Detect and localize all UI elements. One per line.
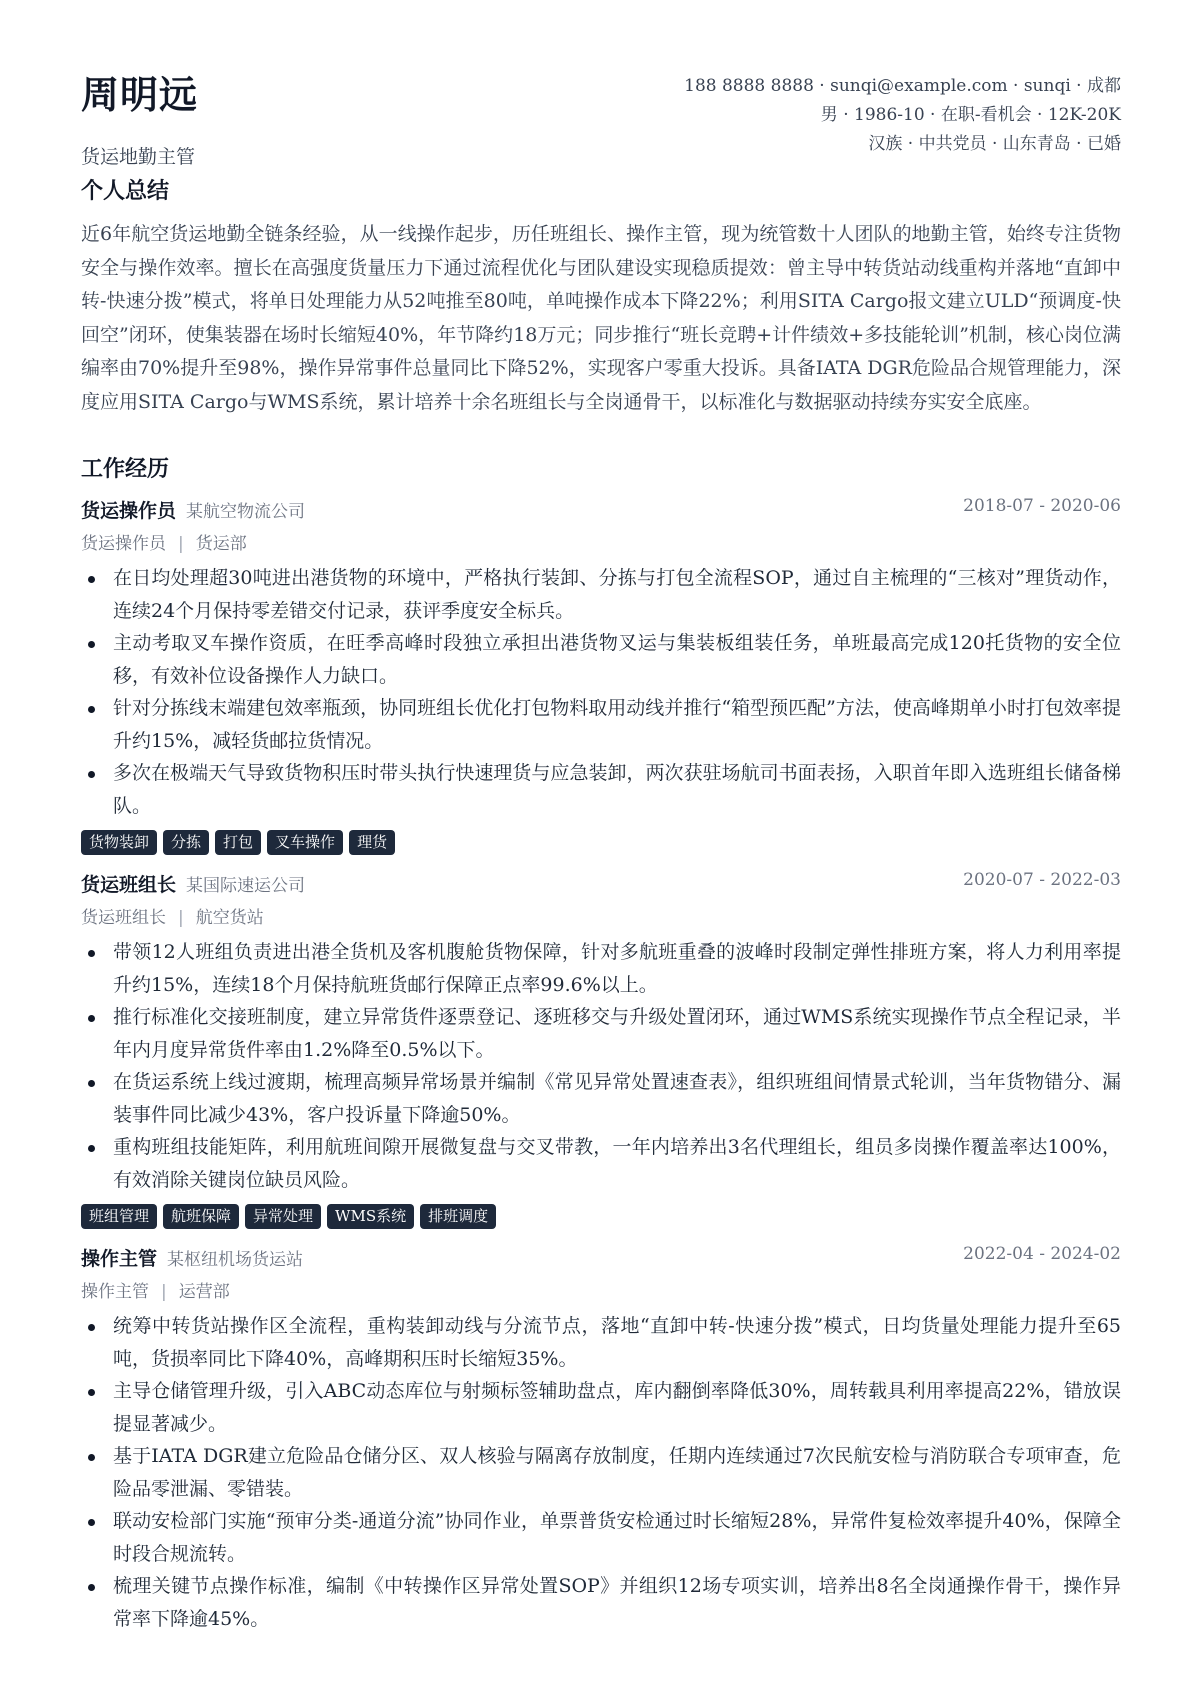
skill-tag: 货物装卸 — [81, 830, 157, 855]
skill-tag: 分拣 — [163, 830, 209, 855]
job-company: 某国际速运公司 — [186, 876, 306, 896]
job-role: 货运班组长 — [81, 874, 177, 896]
job-role: 操作主管 — [81, 1248, 158, 1270]
skill-tag: 叉车操作 — [267, 830, 343, 855]
skill-tag: 航班保障 — [163, 1204, 239, 1229]
skill-tag: 打包 — [215, 830, 261, 855]
resume-header — [81, 72, 1121, 176]
contact-line: 188 8888 8888 · sunqi@example.com · sunqi · 成都 — [684, 76, 1121, 96]
skill-tags — [81, 830, 1121, 858]
job-entry — [81, 870, 1121, 1232]
bullet-item: 带领12人班组负责进出港全货机及客机腹舱货物保障，针对多航班重叠的波峰时段制定弹性排班方案，将人力利用率提升约15%，连续18个月保持航班货邮行保障正点率99.6%以上。 — [81, 936, 1121, 1001]
job-subline — [81, 1278, 1121, 1306]
job-entry — [81, 1244, 1121, 1635]
job-department: 航空货站 — [195, 908, 264, 928]
skill-tags — [81, 1204, 1121, 1232]
bullet-item: 梳理关键节点操作标准，编制《中转操作区异常处置SOP》并组织12场专项实训，培养出8名全岗通操作骨干，操作异常率下降逾45%。 — [81, 1570, 1121, 1635]
candidate-name: 周明远 — [81, 72, 199, 117]
bullet-item: 在货运系统上线过渡期，梳理高频异常场景并编制《常见异常处置速查表》，组织班组间情景式轮训，当年货物错分、漏装事件同比减少43%，客户投诉量下降逾50%。 — [81, 1066, 1121, 1131]
bullet-item: 推行标准化交接班制度，建立异常货件逐票登记、逐班移交与升级处置闭环，通过WMS系统实现操作节点全程记录，半年内月度异常货件率由1.2%降至0.5%以下。 — [81, 1001, 1121, 1066]
bullet-item: 主动考取叉车操作资质，在旺季高峰时段独立承担出港货物叉运与集装板组装任务，单班最高完成120托货物的安全位移，有效补位设备操作人力缺口。 — [81, 627, 1121, 692]
job-subline — [81, 904, 1121, 932]
resume-page — [81, 72, 1121, 1635]
experience-heading: 工作经历 — [81, 456, 170, 482]
job-date: 2018-07 - 2020-06 — [963, 496, 1121, 516]
job-date: 2022-04 - 2024-02 — [963, 1244, 1121, 1264]
separator: | — [161, 1282, 167, 1302]
bullet-item: 针对分拣线末端建包效率瓶颈，协同班组长优化打包物料取用动线并推行“箱型预匹配”方法，使高峰期单小时打包效率提升约15%，减轻货邮拉货情况。 — [81, 692, 1121, 757]
job-department: 运营部 — [178, 1282, 230, 1302]
bullet-item: 多次在极端天气导致货物积压时带头执行快速理货与应急装卸，两次获驻场航司书面表扬，入职首年即入选班组长储备梯队。 — [81, 757, 1121, 822]
skill-tag: 异常处理 — [245, 1204, 321, 1229]
job-header — [81, 1244, 1121, 1274]
job-subline — [81, 530, 1121, 558]
bullet-item: 主导仓储管理升级，引入ABC动态库位与射频标签辅助盘点，库内翻倒率降低30%，周转载具利用率提高22%，错放误提显著减少。 — [81, 1375, 1121, 1440]
job-department: 货运部 — [195, 534, 247, 554]
job-bullets — [81, 1310, 1121, 1635]
candidate-title: 货运地勤主管 — [81, 146, 196, 168]
job-bullets — [81, 936, 1121, 1196]
bullet-item: 基于IATA DGR建立危险品仓储分区、双人核验与隔离存放制度，任期内连续通过7次民航安检与消防联合专项审查，危险品零泄漏、零错装。 — [81, 1440, 1121, 1505]
job-position: 货运班组长 — [81, 908, 166, 928]
bullet-item: 联动安检部门实施“预审分类-通道分流”协同作业，单票普货安检通过时长缩短28%，异常件复检效率提升40%，保障全时段合规流转。 — [81, 1505, 1121, 1570]
job-position: 货运操作员 — [81, 534, 166, 554]
job-position: 操作主管 — [81, 1282, 149, 1302]
bullet-item: 在日均处理超30吨进出港货物的环境中，严格执行装卸、分拣与打包全流程SOP，通过自主梳理的“三核对”理货动作，连续24个月保持零差错交付记录，获评季度安全标兵。 — [81, 562, 1121, 627]
skill-tag: 排班调度 — [420, 1204, 496, 1229]
separator: | — [178, 908, 184, 928]
job-company: 某航空物流公司 — [186, 502, 306, 522]
skill-tag: WMS系统 — [327, 1204, 414, 1229]
job-entry — [81, 496, 1121, 858]
job-date: 2020-07 - 2022-03 — [963, 870, 1121, 890]
contact-line: 汉族 · 中共党员 · 山东青岛 · 已婚 — [868, 134, 1121, 154]
summary-heading: 个人总结 — [81, 178, 170, 204]
job-header — [81, 496, 1121, 526]
job-bullets — [81, 562, 1121, 822]
contact-line: 男 · 1986-10 · 在职-看机会 · 12K-20K — [820, 105, 1121, 125]
skill-tag: 班组管理 — [81, 1204, 157, 1229]
job-header — [81, 870, 1121, 900]
contact-info — [684, 72, 1121, 159]
job-role: 货运操作员 — [81, 500, 177, 522]
bullet-item: 重构班组技能矩阵，利用航班间隙开展微复盘与交叉带教，一年内培养出3名代理组长，组员多岗操作覆盖率达100%，有效消除关键岗位缺员风险。 — [81, 1131, 1121, 1196]
bullet-item: 统筹中转货站操作区全流程，重构装卸动线与分流节点，落地“直卸中转-快速分拨”模式，日均货量处理能力提升至65吨，货损率同比下降40%，高峰期积压时长缩短35%。 — [81, 1310, 1121, 1375]
summary-text: 近6年航空货运地勤全链条经验，从一线操作起步，历任班组长、操作主管，现为统管数十人团队的地勤主管，始终专注货物安全与操作效率。擅长在高强度货量压力下通过流程优化与团队建设实现稳质提效：曾主导中转货站动线重构并落地“直卸中转-快速分拨”模式，将单日处理能力从52吨推至80吨，单吨操作成本下降22%；利用SITA Cargo报文建立ULD“预调度-快回空”闭环，使集装器在场时长缩短40%，年节降约18万元；同步推行“班长竞聘+计件绩效+多技能轮训”机制，核心岗位满编率由70%提升至98%，操作异常事件总量同比下降52%，实现客户零重大投诉。具备IATA DGR危险品合规管理能力，深度应用SITA Cargo与WMS系统，累计培养十余名班组长与全岗通骨干，以标准化与数据驱动持续夯实安全底座。 — [81, 223, 1121, 413]
job-company: 某枢纽机场货运站 — [167, 1250, 304, 1270]
separator: | — [178, 534, 184, 554]
skill-tag: 理货 — [349, 830, 395, 855]
